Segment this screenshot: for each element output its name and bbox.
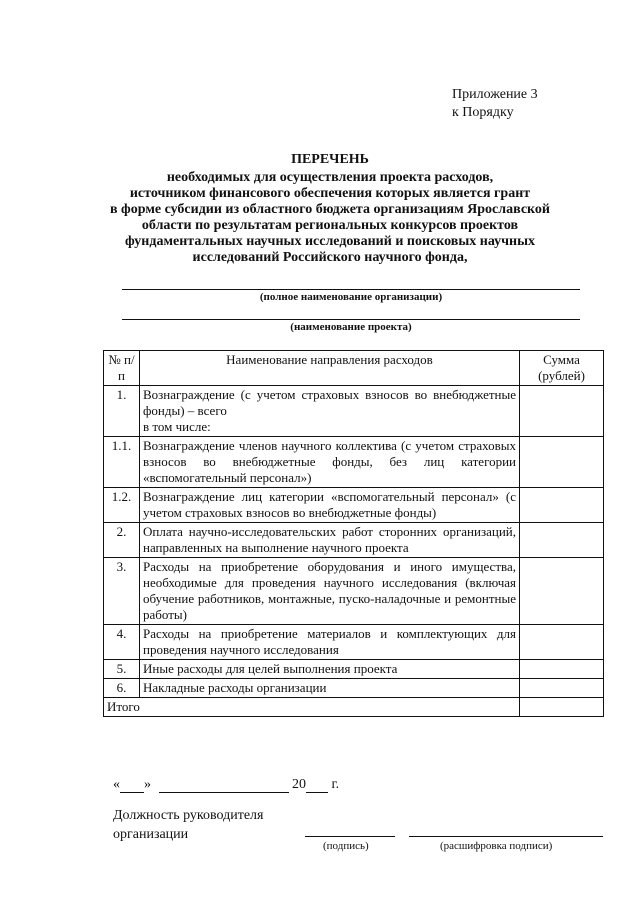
row-num: 1.	[104, 386, 140, 437]
total-label: Итого	[104, 698, 520, 717]
signature-caption: (подпись)	[323, 840, 369, 852]
total-sum[interactable]	[520, 698, 604, 717]
row-sum[interactable]	[520, 660, 604, 679]
decode-caption: (расшифровка подписи)	[440, 840, 553, 852]
title-line: исследований Российского научного фонда,	[192, 250, 468, 265]
table-row	[104, 660, 604, 679]
signature-decode-line[interactable]	[409, 836, 603, 837]
row-name: Расходы на приобретение оборудования и иного имущества, необходимые для проведения научного исследования (включая обучение работников, монтажные, пуско-наладочные и ремонтные работы)	[140, 558, 520, 625]
table-row	[104, 386, 604, 437]
signature-line[interactable]	[305, 836, 395, 837]
row-name	[140, 386, 520, 437]
row-name: Вознаграждение лиц категории «вспомогательный персонал» (с учетом страховых взносов во внебюджетные фонды)	[140, 488, 520, 523]
date-open-quote: «	[113, 777, 120, 792]
title-line: источником финансового обеспечения которых является грант	[129, 186, 531, 201]
date-line	[113, 776, 339, 793]
project-caption: (наименование проекта)	[290, 321, 412, 333]
row-sum[interactable]	[520, 558, 604, 625]
title-line: в форме субсидии из областного бюджета организациям Ярославской	[110, 202, 550, 217]
organization-name-line[interactable]	[122, 289, 580, 290]
row-sum[interactable]	[520, 523, 604, 558]
row-name: Накладные расходы организации	[140, 679, 520, 698]
date-close-quote: »	[144, 777, 151, 792]
title-line: необходимых для осуществления проекта расходов,	[166, 170, 494, 185]
expenses-table	[103, 350, 604, 717]
year-suffix: г.	[331, 777, 340, 792]
annex-line-2: к Порядку	[452, 105, 514, 120]
table-row	[104, 558, 604, 625]
title-line: области по результатам региональных конкурсов проектов	[141, 218, 519, 233]
title-line: фундаментальных научных исследований и поисковых научных	[124, 234, 536, 249]
row-num: 6.	[104, 679, 140, 698]
year-prefix: 20	[292, 777, 306, 792]
position-line-1: Должность руководителя	[113, 808, 264, 823]
row-name: Расходы на приобретение материалов и комплектующих для проведения научного исследования	[140, 625, 520, 660]
row-name-extra: в том числе:	[143, 419, 211, 434]
row-num: 1.2.	[104, 488, 140, 523]
header-num: № п/п	[104, 351, 140, 386]
table-row	[104, 523, 604, 558]
director-position	[113, 806, 263, 844]
table-row	[104, 625, 604, 660]
row-num: 4.	[104, 625, 140, 660]
organization-caption: (полное наименование организации)	[259, 291, 443, 303]
row-sum[interactable]	[520, 625, 604, 660]
annex-label	[452, 86, 538, 122]
row-sum[interactable]	[520, 386, 604, 437]
row-num: 1.1.	[104, 437, 140, 488]
row-num: 2.	[104, 523, 140, 558]
header-sum: Сумма (рублей)	[520, 351, 604, 386]
day-blank[interactable]	[120, 776, 144, 793]
row-num: 3.	[104, 558, 140, 625]
position-line-2: организации	[113, 827, 189, 842]
row-name: Иные расходы для целей выполнения проекта	[140, 660, 520, 679]
row-name: Вознаграждение членов научного коллектива (с учетом страховых взносов во внебюджетные фонды, без лиц категории «вспомогательный персонал»)	[140, 437, 520, 488]
row-sum[interactable]	[520, 488, 604, 523]
table-header-row	[104, 351, 604, 386]
row-sum[interactable]	[520, 679, 604, 698]
annex-line-1: Приложение 3	[452, 87, 538, 102]
title-heading: ПЕРЕЧЕНЬ	[291, 152, 369, 167]
row-num: 5.	[104, 660, 140, 679]
month-blank[interactable]	[159, 776, 289, 793]
row-name-text: Вознаграждение (с учетом страховых взносов во внебюджетные фонды) – всего	[143, 387, 516, 418]
total-row	[104, 698, 604, 717]
header-name: Наименование направления расходов	[140, 351, 520, 386]
row-sum[interactable]	[520, 437, 604, 488]
project-name-line[interactable]	[122, 319, 580, 320]
year-blank[interactable]	[306, 776, 328, 793]
table-row	[104, 437, 604, 488]
table-row	[104, 679, 604, 698]
table-row	[104, 488, 604, 523]
row-name: Оплата научно-исследовательских работ сторонних организаций, направленных на выполнение научного проекта	[140, 523, 520, 558]
document-title	[100, 152, 560, 266]
